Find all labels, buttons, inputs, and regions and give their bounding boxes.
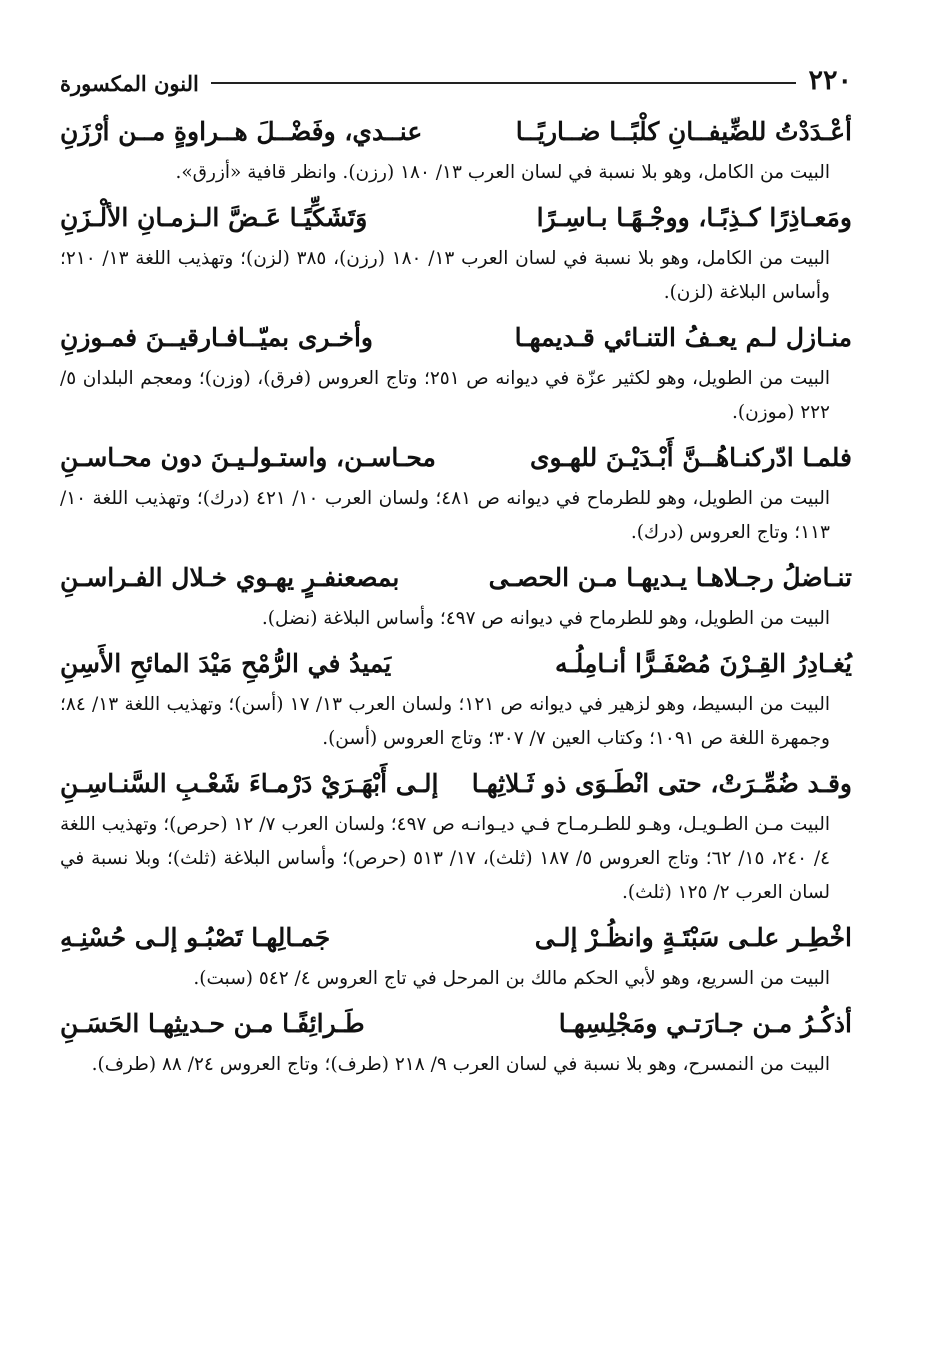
verse-entry — [60, 1000, 852, 1082]
first-hemistich: أذكُـرُ مـن جـارَتـي ومَجْلِسِهـا — [558, 1009, 852, 1038]
page-number: ٢٢٠ — [808, 65, 852, 96]
verse-line — [60, 640, 852, 688]
first-hemistich: منـازل لـم يعـفُ التنـائي قـديمهـا — [514, 323, 852, 352]
first-hemistich: أعْـدَدْتُ للضِّيفــانِ كلْبًــا ضــاريًــا — [515, 117, 852, 146]
verse-line — [60, 194, 852, 242]
page-header — [60, 62, 852, 96]
second-hemistich: طَـرائِفًـا مـن حـديثِهـا الحَسَـنِ — [60, 1009, 365, 1038]
verse-line — [60, 434, 852, 482]
verse-line — [60, 108, 852, 156]
verse-line — [60, 554, 852, 602]
verse-commentary: البيت من الطويل، وهو للطرماح في ديوانه ص ٤٩٧؛ وأساس البلاغة (نضل). — [261, 608, 830, 629]
verse-line — [60, 1000, 852, 1048]
verse-entry — [60, 554, 852, 636]
verse-commentary: البيت من الكامل، وهو بلا نسبة في لسان العرب ١٣/ ١٨٠ (رزن)، ٣٨٥ (لزن)؛ وتهذيب اللغة ١٣/ ٢١٠؛ وأساس البلاغة (لزن). — [60, 248, 830, 303]
second-hemistich: وأخـرى بميّــافـارقيــنَ فمـوزنِ — [60, 323, 374, 352]
first-hemistich: تنـاضلُ رجـلاهـا يـديهـا مـن الحصـى — [488, 563, 852, 592]
verse-commentary: البيت من السريع، وهو لأبي الحكم مالك بن المرحل في تاج العروس ٤/ ٥٤٢ (سبت). — [193, 968, 830, 989]
verse-commentary: البيت من الطويل، وهو للطرماح في ديوانه ص ٤٨١؛ ولسان العرب ١٠/ ٤٢١ (درك)؛ وتهذيب اللغة ١٠/ ١١٣؛ وتاج العروس (درك). — [60, 488, 830, 543]
second-hemistich: يَميدُ في الرُّمْحِ مَيْدَ المائحِ الأَسِنِ — [60, 649, 392, 678]
verse-entry — [60, 194, 852, 310]
verse-line — [60, 314, 852, 362]
verse-commentary: البيت من النمسرح، وهو بلا نسبة في لسان العرب ٩/ ٢١٨ (طرف)؛ وتاج العروس ٢٤/ ٨٨ (طرف). — [91, 1054, 830, 1075]
verse-commentary: البيت مـن الطـويـل، وهـو للطـرمـاح فـي ديـوانـه ص ٤٩٧؛ ولسان العرب ٧/ ١٢ (حرص)؛ وتهذيب اللغة ٤/ ٢٤٠، ١٥/ ٦٢؛ وتاج العروس ٥/ ١٨٧ (ثلث)، ١٧/ ٥١٣ (حرص)؛ وأساس البلاغة (ثلث)؛ وبلا نسبة في لسان العرب ٢/ ١٢٥ (ثلث). — [60, 814, 831, 903]
verse-commentary: البيت من البسيط، وهو لزهير في ديوانه ص ١٢١؛ ولسان العرب ١٣/ ١٧ (أسن)؛ وتهذيب اللغة ١٣/ ٨٤؛ وجمهرة اللغة ص ١٠٩١؛ وكتاب العين ٧/ ٣٠٧؛ وتاج العروس (أسن). — [60, 694, 831, 749]
verse-entry — [60, 314, 852, 430]
first-hemistich: اخْطِـر علـى سَبْتَـةٍ وانظُـرْ إلـى — [534, 923, 852, 952]
verse-commentary: البيت من الكامل، وهو بلا نسبة في لسان العرب ١٣/ ١٨٠ (رزن). وانظر قافية «أزرق». — [175, 162, 830, 183]
verse-entry — [60, 640, 852, 756]
verse-entry — [60, 760, 852, 910]
second-hemistich: محـاسـن، واستـولـيـنَ دون محـاسـنِ — [60, 443, 436, 472]
second-hemistich: إلـى أَبْهَـرَيْ دَرْمـاءَ شَعْـبِ السَّنـاسِـنِ — [60, 769, 439, 798]
running-title: النون المكسورة — [60, 71, 199, 96]
verse-entry — [60, 914, 852, 996]
second-hemistich: وَتَشَكِّيًـا عَـضَّ الـزمـانِ الألْـزَنِ — [60, 203, 368, 232]
first-hemistich: فلمـا ادّركنـاهُــنَّ أَبْـدَيْـنَ للهـوى — [529, 443, 852, 472]
first-hemistich: يُغـادِرُ القِـرْنَ مُصْفَـرًّا أنـامِلُـه — [555, 649, 852, 678]
verse-commentary: البيت من الطويل، وهو لكثير عزّة في ديوانه ص ٢٥١؛ وتاج العروس (فرق)، (وزن)؛ ومعجم البلدان ٥/ ٢٢٢ (موزن). — [60, 368, 830, 423]
verse-entry — [60, 434, 852, 550]
verse-line — [60, 914, 852, 962]
second-hemistich: بمصعنفـرٍ يهـوي خـلال الفـراسـنِ — [60, 563, 400, 592]
first-hemistich: وقـد ضُمِّـرَتْ، حتى انْطَـوَى ذو ثَـلاثِهـا — [471, 769, 852, 798]
header-rule — [211, 82, 797, 84]
verse-line — [60, 760, 852, 808]
second-hemistich: عنــدي، وفَضْــلَ هــراوةٍ مــن أرْزَنِ — [60, 117, 423, 146]
first-hemistich: ومَعـاذِرًا كـذِبًـا، ووجْـهًـا بـاسِـرًا — [536, 203, 852, 232]
verse-entry — [60, 108, 852, 190]
second-hemistich: جَمـالِهـا تَصْبُـو إلـى حُسْنِـهِ — [60, 923, 331, 952]
